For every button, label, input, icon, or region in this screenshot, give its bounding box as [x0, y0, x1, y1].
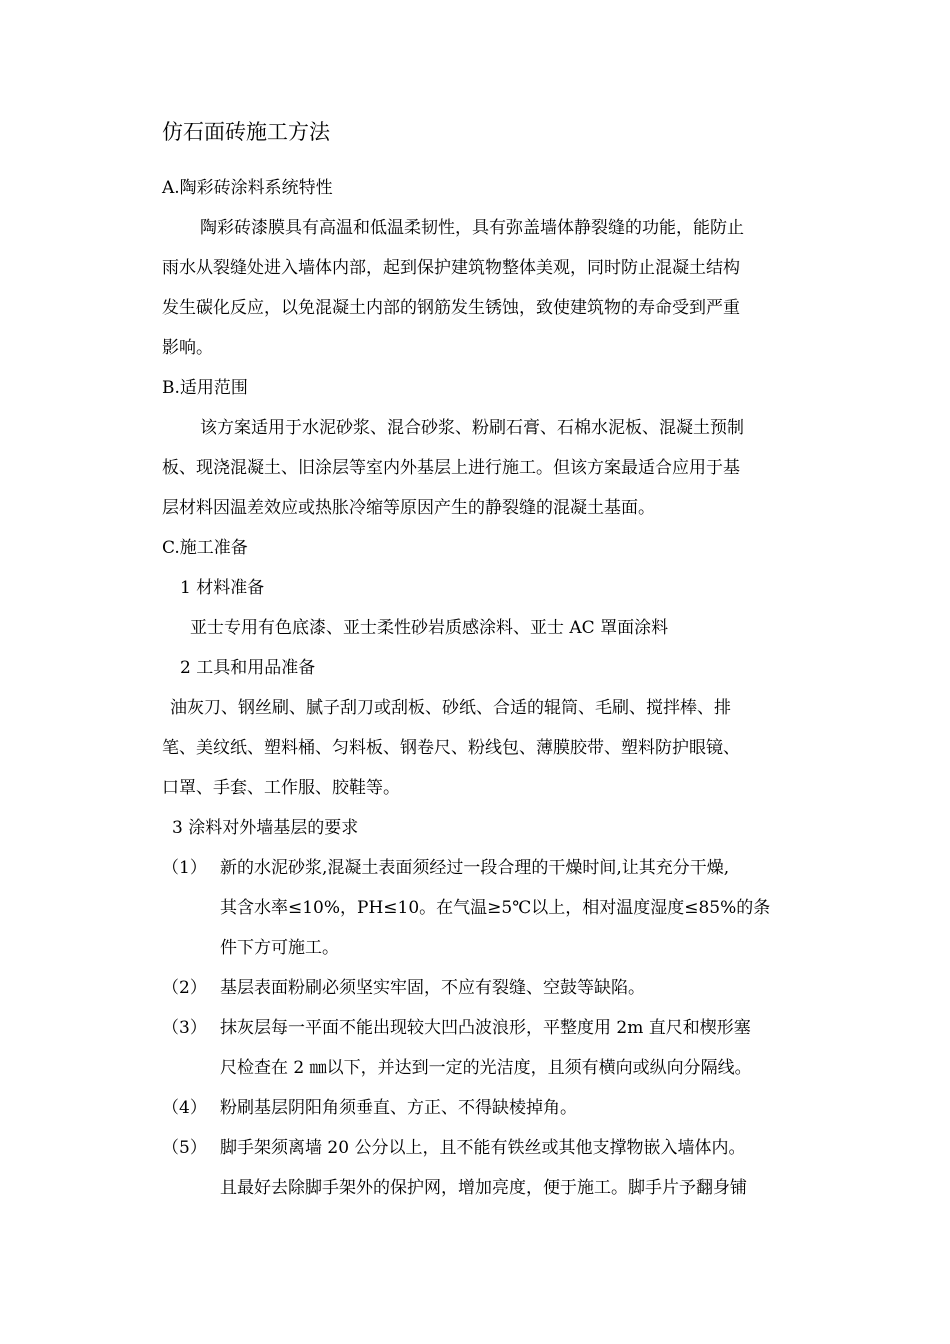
- section-c-heading: C.施工准备: [162, 538, 248, 558]
- list-item-line: 新的水泥砂浆,混凝土表面须经过一段合理的干燥时间,让其充分干燥,: [220, 858, 730, 878]
- list-item-number: （1）: [162, 858, 207, 878]
- list-item-line: 脚手架须离墙 20 公分以上，且不能有铁丝或其他支撑物嵌入墙体内。: [220, 1138, 746, 1158]
- list-item-line: 尺检查在 2 ㎜以下，并达到一定的光洁度，且须有横向或纵向分隔线。: [220, 1058, 752, 1078]
- section-b-line: 该方案适用于水泥砂浆、混合砂浆、粉刷石膏、石棉水泥板、混凝土预制: [200, 418, 744, 438]
- list-item-line: 件下方可施工。: [220, 938, 339, 958]
- document-title: 仿石面砖施工方法: [162, 120, 330, 144]
- list-item-line: 基层表面粉刷必须坚实牢固，不应有裂缝、空鼓等缺陷。: [220, 978, 645, 998]
- subsection-tools-line: 笔、美纹纸、塑料桶、匀料板、钢卷尺、粉线包、薄膜胶带、塑料防护眼镜、: [162, 738, 740, 758]
- list-item-line: 其含水率≤10%，PH≤10。在气温≥5℃以上，相对温度湿度≤85%的条: [220, 898, 771, 918]
- section-a-line: 雨水从裂缝处进入墙体内部，起到保护建筑物整体美观，同时防止混凝土结构: [162, 258, 740, 278]
- list-item-number: （5）: [162, 1138, 207, 1158]
- subsection-materials-line: 亚士专用有色底漆、亚士柔性砂岩质感涂料、亚士 AC 罩面涂料: [190, 618, 669, 638]
- section-a-line: 影响。: [162, 338, 213, 358]
- section-a-heading: A.陶彩砖涂料系统特性: [162, 178, 333, 198]
- section-a-line: 发生碳化反应，以免混凝土内部的钢筋发生锈蚀，致使建筑物的寿命受到严重: [162, 298, 740, 318]
- list-item-number: （2）: [162, 978, 207, 998]
- section-b-line: 板、现浇混凝土、旧涂层等室内外基层上进行施工。但该方案最适合应用于基: [162, 458, 740, 478]
- subsection-materials-heading: 1 材料准备: [180, 578, 265, 598]
- section-b-heading: B.适用范围: [162, 378, 248, 398]
- section-a-line: 陶彩砖漆膜具有高温和低温柔韧性，具有弥盖墙体静裂缝的功能，能防止: [200, 218, 744, 238]
- subsection-tools-line: 油灰刀、钢丝刷、腻子刮刀或刮板、砂纸、合适的辊筒、毛刷、搅拌棒、排: [170, 698, 731, 718]
- list-item-number: （4）: [162, 1098, 207, 1118]
- section-b-line: 层材料因温差效应或热胀冷缩等原因产生的静裂缝的混凝土基面。: [162, 498, 655, 518]
- list-item-line: 粉刷基层阴阳角须垂直、方正、不得缺棱掉角。: [220, 1098, 577, 1118]
- subsection-tools-heading: 2 工具和用品准备: [180, 658, 316, 678]
- subsection-tools-line: 口罩、手套、工作服、胶鞋等。: [162, 778, 400, 798]
- list-item-number: （3）: [162, 1018, 207, 1038]
- subsection-requirements-heading: 3 涂料对外墙基层的要求: [172, 818, 359, 838]
- list-item-line: 且最好去除脚手架外的保护网，增加亮度，便于施工。脚手片予翻身铺: [220, 1178, 747, 1198]
- list-item-line: 抹灰层每一平面不能出现较大凹凸波浪形，平整度用 2m 直尺和楔形塞: [220, 1018, 751, 1038]
